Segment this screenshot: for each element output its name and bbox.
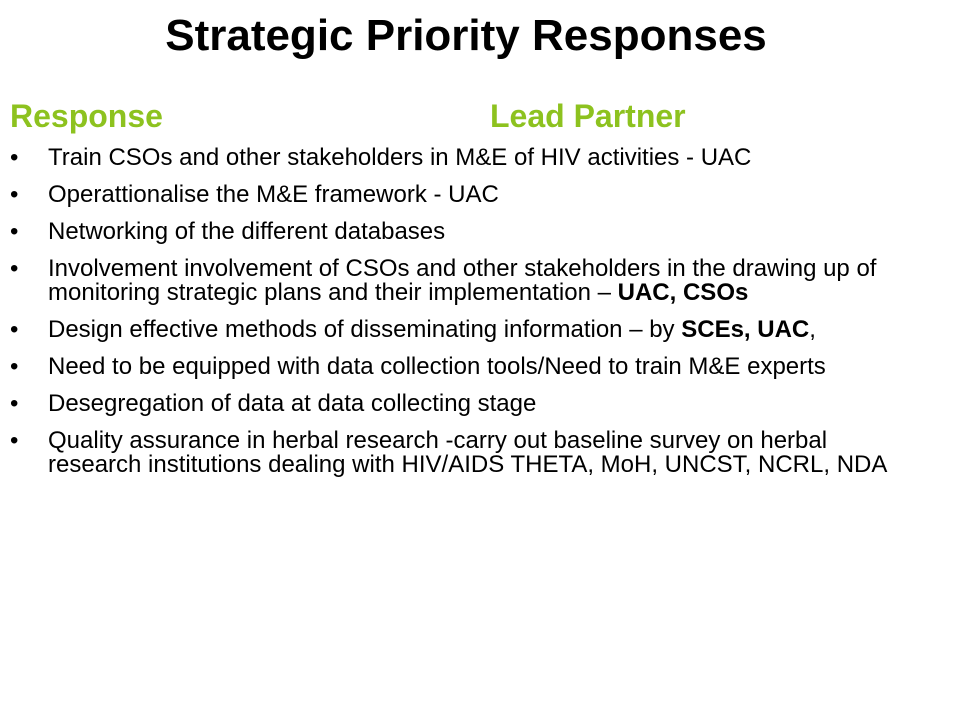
list-item [10,220,910,244]
list-item [10,429,910,477]
list-item [10,355,910,379]
bullet-icon: • [10,181,19,208]
slide-title: Strategic Priority Responses [165,11,767,60]
list-item [10,392,910,416]
list-item [10,318,910,342]
list-item [10,183,910,207]
list-item [10,257,910,305]
response-heading: Response [10,98,163,134]
item-text: Operattionalise the M&E framework - UAC [48,181,499,208]
bullet-icon: • [10,353,19,380]
bullet-icon: • [10,144,19,171]
response-list [10,146,910,490]
item-text-after: , [809,316,816,343]
item-text: Quality assurance in herbal research -carry out baseline survey on herbal research institutions dealing with HIV/AIDS THETA, MoH, UNCST, NCRL, NDA [48,427,888,478]
item-lead-partner: SCEs, UAC [681,316,810,343]
bullet-icon: • [10,390,19,417]
list-item [10,146,910,170]
item-text: Need to be equipped with data collection tools/Need to train M&E experts [48,353,826,380]
lead-partner-heading: Lead Partner [490,98,686,134]
item-text: Networking of the different databases [48,218,446,245]
bullet-icon: • [10,218,19,245]
item-text: Involvement involvement of CSOs and other stakeholders in the drawing up of monitoring strategic plans and their implementation – [48,255,877,306]
item-text: Design effective methods of disseminating information – by [48,316,682,343]
item-text: Desegregation of data at data collecting stage [48,390,537,417]
item-lead-partner: UAC, CSOs [617,279,749,306]
bullet-icon: • [10,255,19,282]
item-text: Train CSOs and other stakeholders in M&E of HIV activities - UAC [48,144,752,171]
bullet-icon: • [10,316,19,343]
bullet-icon: • [10,427,19,454]
